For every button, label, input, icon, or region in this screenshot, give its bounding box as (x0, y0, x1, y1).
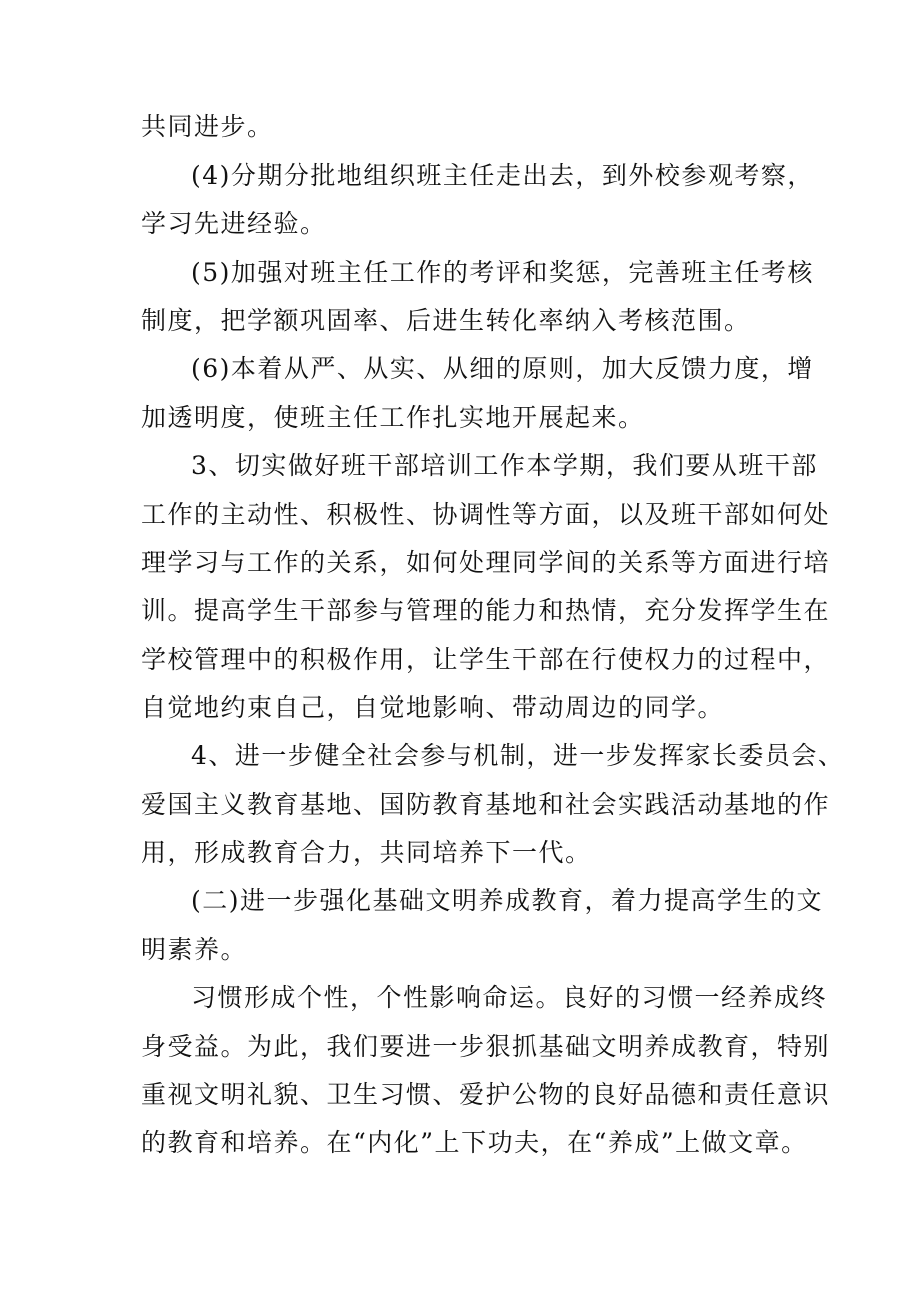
text-line: 习惯形成个性，个性影响命运。良好的习惯一经养成终 (191, 983, 828, 1012)
text-line: 用，形成教育合力，共同培养下一代。 (141, 838, 592, 867)
text-line: (5)加强对班主任工作的考评和奖惩，完善班主任考核 (191, 258, 814, 287)
text-line: (4)分期分批地组织班主任走出去，到外校参观考察， (191, 161, 814, 190)
text-line: 制度，把学额巩固率、后进生转化率纳入考核范围。 (141, 306, 751, 335)
text-line: 4、进一步健全社会参与机制，进一步发挥家长委员会、 (191, 741, 845, 770)
text-line: (6)本着从严、从实、从细的原则，加大反馈力度，增 (191, 354, 814, 383)
text-line: 学习先进经验。 (141, 209, 327, 238)
text-line: (二)进一步强化基础文明养成教育，着力提高学生的文 (191, 886, 824, 915)
text-line: 共同进步。 (141, 112, 274, 141)
text-line: 学校管理中的积极作用，让学生干部在行使权力的过程中， (141, 645, 831, 674)
text-line: 工作的主动性、积极性、协调性等方面，以及班干部如何处 (141, 500, 831, 529)
text-line: 的教育和培养。在“内化”上下功夫，在“养成”上做文章。 (141, 1128, 808, 1157)
text-line: 自觉地约束自己，自觉地影响、带动周边的同学。 (141, 693, 725, 722)
text-line: 加透明度，使班主任工作扎实地开展起来。 (141, 403, 645, 432)
text-line: 理学习与工作的关系，如何处理同学间的关系等方面进行培 (141, 548, 831, 577)
text-line: 3、切实做好班干部培训工作本学期，我们要从班干部 (191, 451, 818, 480)
text-line: 重视文明礼貌、卫生习惯、爱护公物的良好品德和责任意识 (141, 1080, 831, 1109)
text-line: 训。提高学生干部参与管理的能力和热情，充分发挥学生在 (141, 596, 831, 625)
text-line: 爱国主义教育基地、国防教育基地和社会实践活动基地的作 (141, 790, 831, 819)
text-line: 身受益。为此，我们要进一步狠抓基础文明养成教育，特别 (141, 1032, 831, 1061)
text-line: 明素养。 (141, 935, 248, 964)
